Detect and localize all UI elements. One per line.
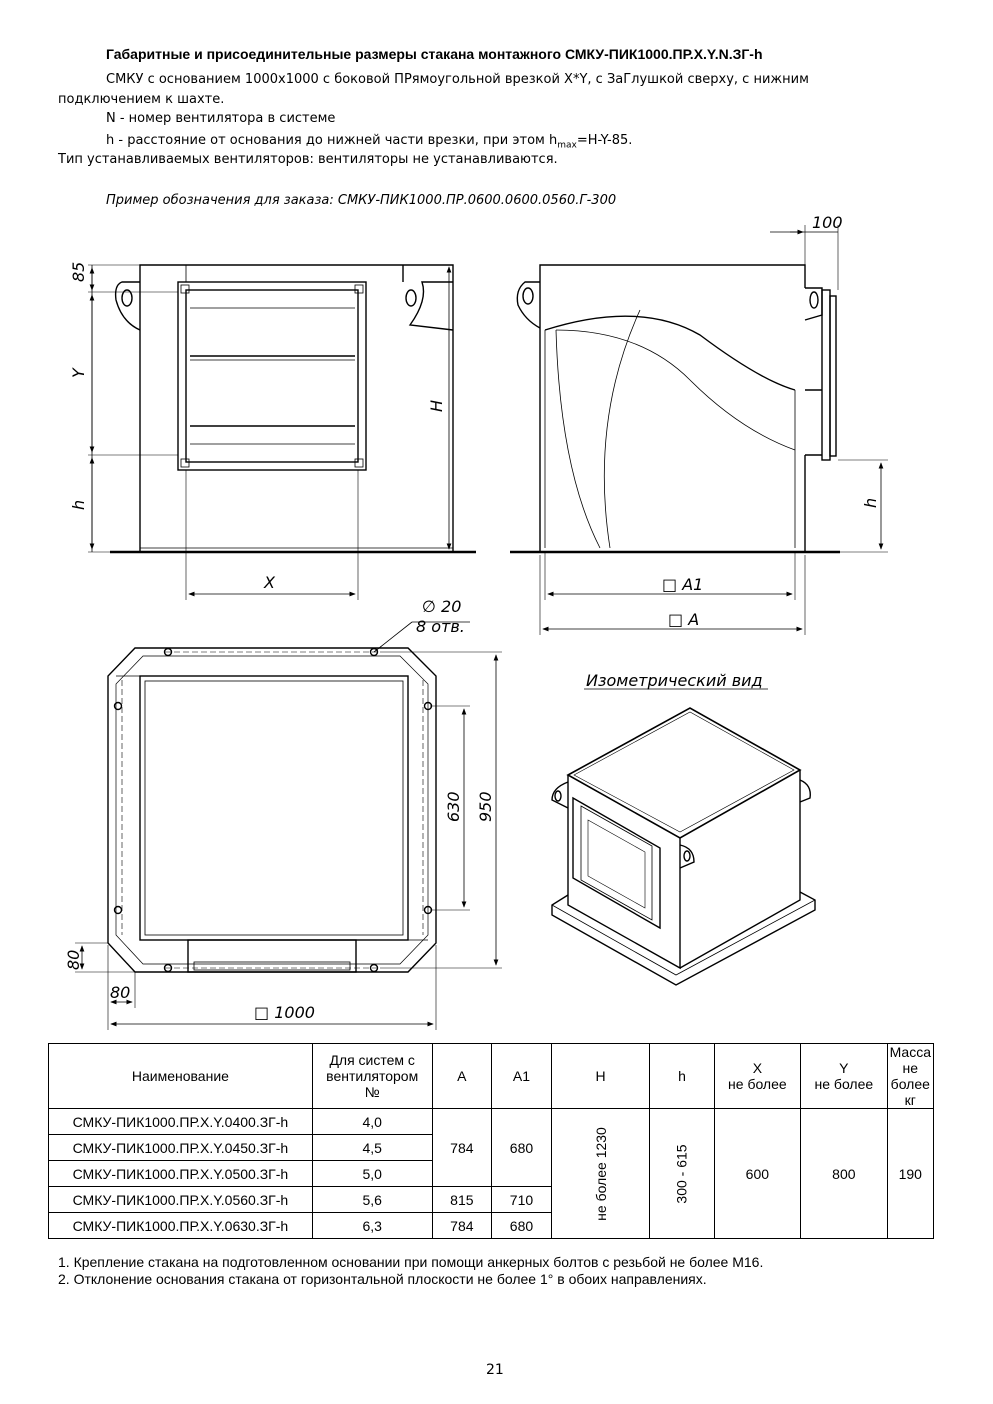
dim-h-side-label: h: [861, 497, 880, 508]
dim-a1-label: □ A1: [662, 575, 704, 594]
header-y: Y не более: [801, 1044, 888, 1109]
isometric-view-label: Изометрический вид: [586, 671, 763, 690]
dim-a-label: □ A: [668, 610, 700, 629]
dim-h-front-label: h: [69, 499, 88, 510]
cell-mass: 190: [887, 1109, 933, 1239]
n-definition: N - номер вентилятора в системе: [106, 111, 336, 126]
cell-y: 800: [801, 1109, 888, 1239]
isometric-view: [552, 689, 815, 985]
h-definition-formula: =H-Y-85.: [576, 133, 633, 148]
order-example: Пример обозначения для заказа: СМКУ-ПИК1000.ПР.0600.0600.0560.Г-300: [106, 193, 617, 208]
header-a: A: [432, 1044, 492, 1109]
header-fan: Для систем с вентилятором №: [312, 1044, 432, 1109]
row-fan: 5,6: [312, 1187, 432, 1213]
dim-1000-label: □ 1000: [254, 1003, 315, 1022]
dim-630-label: 630: [444, 791, 463, 822]
note-1: 1. Крепление стакана на подготовленном основании при помощи анкерных болтов с резьбой не более М16.: [58, 1254, 764, 1270]
row-name: СМКУ-ПИК1000.ПР.X.Y.0400.ЗГ-h: [49, 1109, 313, 1135]
hole-diameter-label: ∅ 20: [422, 597, 462, 616]
row-fan: 6,3: [312, 1213, 432, 1239]
note-2: 2. Отклонение основания стакана от горизонтальной плоскости не более 1° в обоих направлениях.: [58, 1271, 707, 1287]
dim-950-label: 950: [476, 791, 495, 822]
plan-view: [75, 622, 502, 1030]
dim-80-vertical-label: 80: [64, 949, 83, 970]
table-header-row: [49, 1044, 934, 1109]
row-name: СМКУ-ПИК1000.ПР.X.Y.0450.ЗГ-h: [49, 1135, 313, 1161]
spec-table: [48, 1043, 934, 1239]
row-name: СМКУ-ПИК1000.ПР.X.Y.0630.ЗГ-h: [49, 1213, 313, 1239]
cell-a: 784: [432, 1109, 492, 1187]
fan-type-line: Тип устанавливаемых вентиляторов: вентиляторы не устанавливаются.: [58, 152, 558, 167]
front-view: [88, 265, 476, 600]
header-mass: Масса не более кг: [887, 1044, 933, 1109]
cell-a1: 710: [492, 1187, 552, 1213]
header-name: Наименование: [49, 1044, 313, 1109]
dim-x-label: X: [264, 573, 275, 592]
row-fan: 4,0: [312, 1109, 432, 1135]
description-line-2: подключением к шахте.: [58, 92, 225, 107]
row-name: СМКУ-ПИК1000.ПР.X.Y.0560.ЗГ-h: [49, 1187, 313, 1213]
header-a1: A1: [492, 1044, 552, 1109]
cell-a1: 680: [492, 1213, 552, 1239]
table-row: [49, 1109, 934, 1135]
dim-100-label: 100: [812, 213, 843, 232]
cell-h: 300 - 615: [650, 1109, 714, 1239]
row-fan: 5,0: [312, 1161, 432, 1187]
dim-85-label: 85: [69, 261, 88, 282]
cell-x: 600: [714, 1109, 800, 1239]
dim-H-label: H: [427, 399, 446, 412]
cell-a: 784: [432, 1213, 492, 1239]
cell-a1: 680: [492, 1109, 552, 1187]
page-number: 21: [486, 1362, 504, 1378]
dim-80-horizontal-label: 80: [110, 983, 131, 1002]
header-h: h: [650, 1044, 714, 1109]
h-definition-text: h - расстояние от основания до нижней части врезки, при этом h: [106, 133, 558, 148]
dim-y-label: Y: [69, 368, 88, 378]
header-H: H: [551, 1044, 650, 1109]
page-title: Габаритные и присоединительные размеры стакана монтажного СМКУ-ПИК1000.ПР.X.Y.N.ЗГ-h: [106, 46, 763, 62]
description-line-1: СМКУ с основанием 1000х1000 с боковой ПРямоугольной врезкой X*Y, с ЗаГлушкой сверху, с нижним: [106, 72, 809, 87]
side-view: [510, 225, 888, 635]
row-fan: 4,5: [312, 1135, 432, 1161]
h-definition-subscript: max: [557, 140, 577, 151]
cell-H: не более 1230: [551, 1109, 650, 1239]
cell-a: 815: [432, 1187, 492, 1213]
hole-count-label: 8 отв.: [416, 617, 465, 636]
row-name: СМКУ-ПИК1000.ПР.X.Y.0500.ЗГ-h: [49, 1161, 313, 1187]
header-x: X не более: [714, 1044, 800, 1109]
